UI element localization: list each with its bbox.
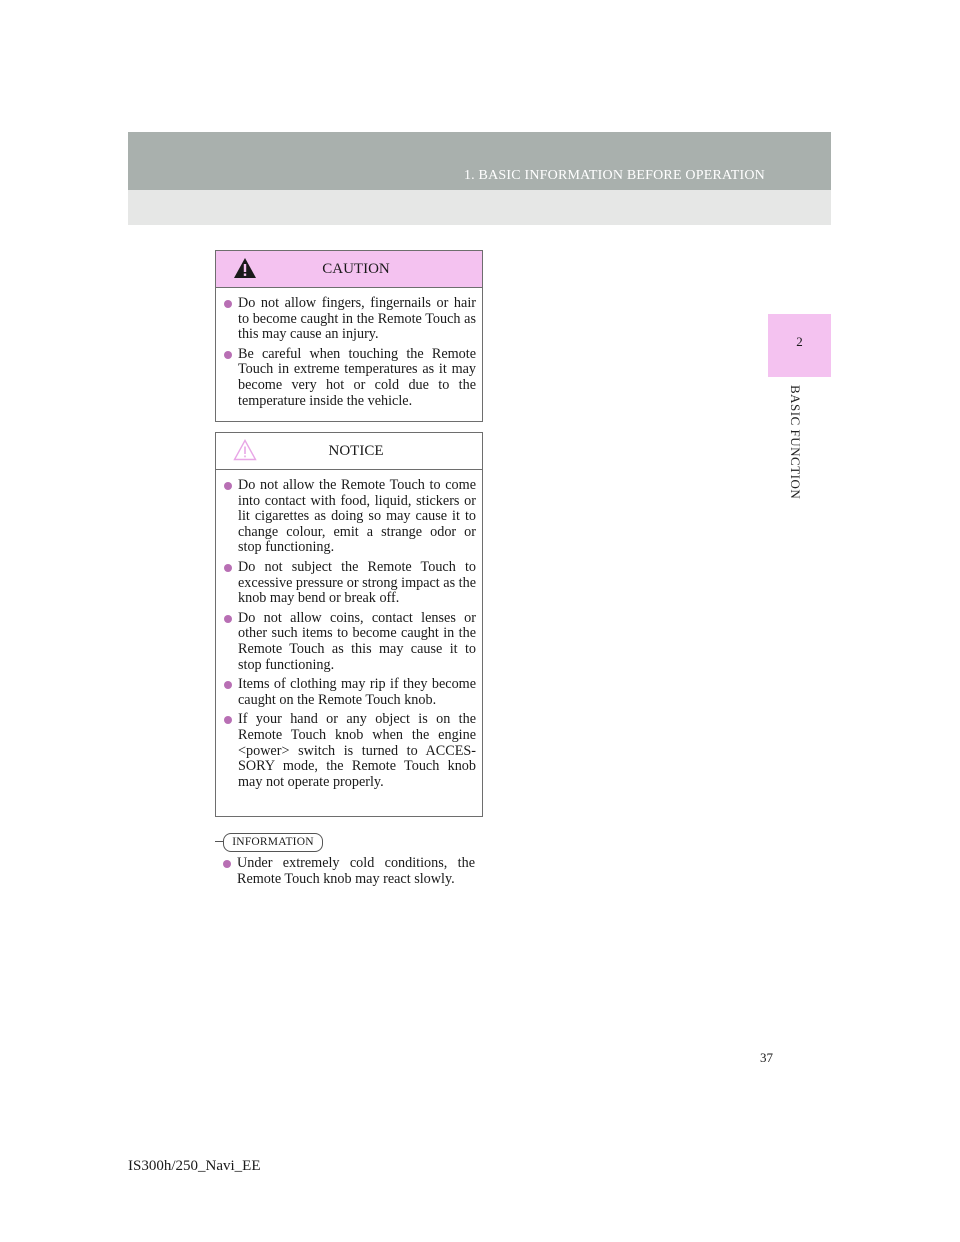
caution-box	[215, 250, 483, 422]
bullet-icon	[224, 300, 232, 308]
information-item-text: Under extremely cold conditions, the Remote Touch knob may react slowly.	[237, 855, 475, 887]
list-item	[224, 611, 476, 673]
caution-item-text: Do not allow fingers, fingernails or hair to become caught in the Remote Touch as this may cause an injury.	[238, 295, 476, 343]
bullet-icon	[224, 564, 232, 572]
caution-title: CAUTION	[322, 260, 390, 277]
bullet-icon	[223, 860, 231, 868]
list-item	[224, 478, 476, 556]
caution-list	[216, 288, 482, 409]
bullet-icon	[224, 615, 232, 623]
chapter-number: 2	[796, 334, 803, 349]
caution-header	[216, 251, 482, 288]
notice-item-text: If your hand or any object is on the Remote Touch knob when the engine <power> switch is turned to ACCES- SORY mode, the Remote Touch knob may not operate properly.	[238, 711, 476, 790]
bullet-icon	[224, 482, 232, 490]
bullet-icon	[224, 681, 232, 689]
information-rule	[215, 841, 223, 842]
notice-title: NOTICE	[328, 442, 384, 459]
chapter-label: BASIC FUNCTION	[788, 385, 803, 500]
caution-item-text: Be careful when touching the Remote Touch in extreme temperatures as it may become very hot or cold due to the temperature inside the vehicle.	[238, 345, 476, 409]
bullet-icon	[224, 716, 232, 724]
notice-header	[216, 433, 482, 470]
list-item	[224, 712, 476, 790]
notice-box	[215, 432, 483, 817]
information-list	[223, 856, 475, 891]
header-band	[128, 132, 831, 190]
list-item	[223, 856, 475, 887]
list-item	[224, 347, 476, 409]
notice-list	[216, 470, 482, 790]
information-label: INFORMATION	[223, 833, 323, 852]
list-item	[224, 296, 476, 343]
page-number: 37	[760, 1050, 773, 1065]
header-subband	[128, 190, 831, 225]
notice-item-text: Do not subject the Remote Touch to excessive pressure or strong impact as the knob may bend or break off.	[238, 558, 476, 607]
bullet-icon	[224, 351, 232, 359]
chapter-tab	[768, 314, 831, 377]
notice-item-text: Do not allow the Remote Touch to come into contact with food, liquid, stickers or lit cigarettes as doing so may cause it to change colour, emit a strange odor or stop functioning.	[238, 477, 476, 556]
notice-item-text: Items of clothing may rip if they become caught on the Remote Touch knob.	[238, 676, 476, 708]
section-title: 1. BASIC INFORMATION BEFORE OPERATION	[463, 168, 765, 183]
notice-item-text: Do not allow coins, contact lenses or other such items to become caught in the Remote Touch as this may cause it to stop functioning.	[238, 609, 476, 673]
warning-triangle-filled-icon	[233, 257, 257, 284]
document-code: IS300h/250_Navi_EE	[128, 1158, 261, 1174]
list-item	[224, 677, 476, 708]
warning-triangle-outline-icon	[233, 439, 257, 466]
list-item	[224, 560, 476, 607]
